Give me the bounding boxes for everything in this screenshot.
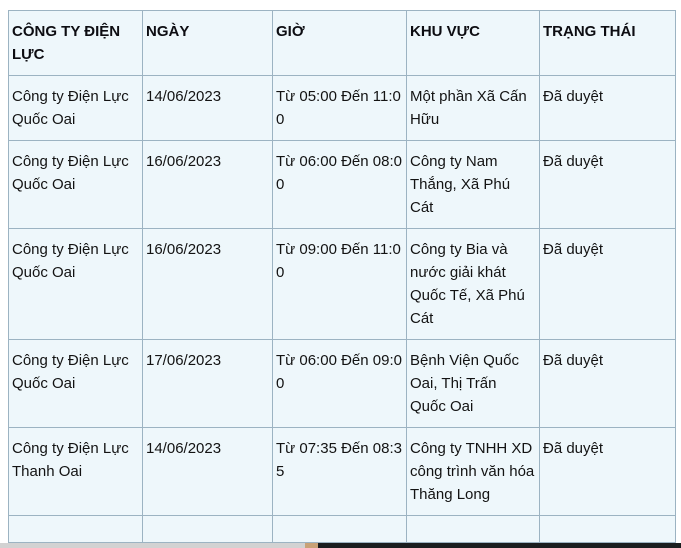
table-row xyxy=(9,76,676,141)
table-row xyxy=(9,229,676,340)
cell-time: Từ 09:00 Đến 11:00 xyxy=(273,229,407,340)
table-row xyxy=(9,141,676,229)
header-row xyxy=(9,11,676,76)
partial-row-cell xyxy=(407,516,540,543)
column-header-status: TRẠNG THÁI xyxy=(540,11,676,76)
cell-area: Một phần Xã Cấn Hữu xyxy=(407,76,540,141)
cell-time: Từ 05:00 Đến 11:00 xyxy=(273,76,407,141)
column-header-date: NGÀY xyxy=(143,11,273,76)
outage-schedule-table xyxy=(8,10,676,543)
bottom-cutoff-strip xyxy=(0,543,681,548)
cell-time: Từ 07:35 Đến 08:35 xyxy=(273,428,407,516)
column-header-time: GIỜ xyxy=(273,11,407,76)
strip-tan-segment xyxy=(305,543,318,548)
strip-dark-segment xyxy=(318,543,681,548)
cell-company: Công ty Điện Lực Quốc Oai xyxy=(9,76,143,141)
cell-area: Công ty Bia và nước giải khát Quốc Tế, Xã Phú Cát xyxy=(407,229,540,340)
partial-table-row xyxy=(9,516,676,543)
strip-gray-segment xyxy=(0,543,305,548)
column-header-company: CÔNG TY ĐIỆN LỰC xyxy=(9,11,143,76)
cell-company: Công ty Điện Lực Quốc Oai xyxy=(9,141,143,229)
cell-date: 14/06/2023 xyxy=(143,76,273,141)
cell-status: Đã duyệt xyxy=(540,141,676,229)
cell-company: Công ty Điện Lực Thanh Oai xyxy=(9,428,143,516)
cell-status: Đã duyệt xyxy=(540,76,676,141)
table-row xyxy=(9,340,676,428)
table-header xyxy=(9,11,676,76)
partial-row-cell xyxy=(540,516,676,543)
column-header-area: KHU VỰC xyxy=(407,11,540,76)
table-row xyxy=(9,428,676,516)
cell-date: 16/06/2023 xyxy=(143,141,273,229)
partial-row-cell xyxy=(273,516,407,543)
cell-company: Công ty Điện Lực Quốc Oai xyxy=(9,340,143,428)
table-body xyxy=(9,76,676,543)
cell-area: Công ty TNHH XD công trình văn hóa Thăng Long xyxy=(407,428,540,516)
cell-area: Công ty Nam Thắng, Xã Phú Cát xyxy=(407,141,540,229)
cell-status: Đã duyệt xyxy=(540,428,676,516)
cell-status: Đã duyệt xyxy=(540,340,676,428)
cell-time: Từ 06:00 Đến 09:00 xyxy=(273,340,407,428)
cell-company: Công ty Điện Lực Quốc Oai xyxy=(9,229,143,340)
partial-row-cell xyxy=(143,516,273,543)
cell-time: Từ 06:00 Đến 08:00 xyxy=(273,141,407,229)
cell-area: Bệnh Viện Quốc Oai, Thị Trấn Quốc Oai xyxy=(407,340,540,428)
partial-row-cell xyxy=(9,516,143,543)
cell-date: 14/06/2023 xyxy=(143,428,273,516)
cell-date: 17/06/2023 xyxy=(143,340,273,428)
cell-status: Đã duyệt xyxy=(540,229,676,340)
cell-date: 16/06/2023 xyxy=(143,229,273,340)
